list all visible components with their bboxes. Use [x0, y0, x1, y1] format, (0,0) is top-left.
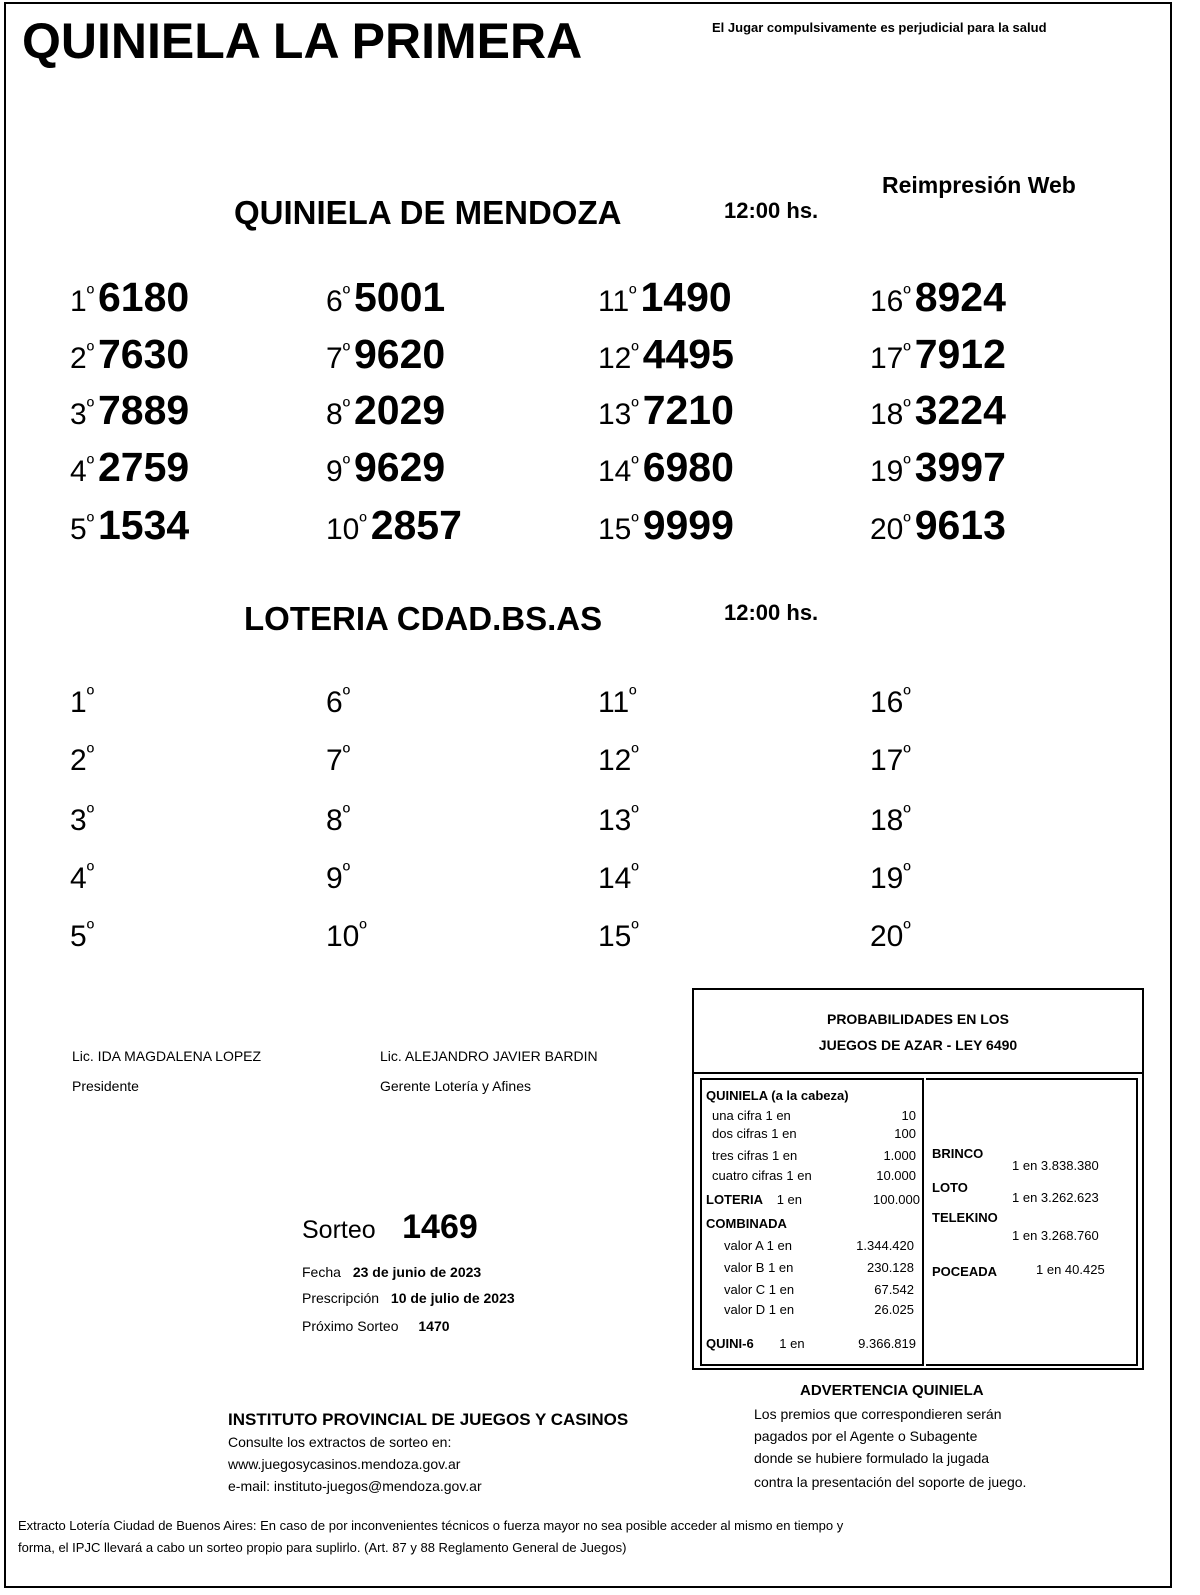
ordinal-sign: º — [86, 860, 94, 882]
position-number: 13 — [598, 398, 632, 431]
result-number: 6180 — [98, 274, 190, 320]
result-position — [326, 686, 350, 720]
position-number: 12 — [598, 342, 632, 375]
mendoza-title: QUINIELA DE MENDOZA — [234, 194, 622, 231]
probabilities-title-2: JUEGOS DE AZAR - LEY 6490 — [818, 1037, 1018, 1053]
position-number: 15 — [598, 920, 632, 953]
result-position — [598, 686, 636, 720]
extract-sheet — [4, 2, 1172, 1588]
loteria-result-15 — [598, 920, 643, 954]
prob-label: valor D 1 en — [724, 1302, 795, 1317]
sorteo-number: 1469 — [402, 1208, 478, 1246]
result-number: 9999 — [642, 502, 734, 548]
mendoza-result-16 — [870, 274, 1006, 321]
ordinal-sign: º — [342, 742, 350, 764]
prob-label: valor C 1 en — [724, 1282, 795, 1297]
result-number: 5001 — [354, 274, 446, 320]
prob-label: valor A 1 en — [724, 1238, 792, 1253]
advertencia-line: Los premios que correspondieren serán — [754, 1406, 1002, 1422]
brinco-label: BRINCO — [932, 1146, 984, 1161]
position-number: 19 — [870, 455, 904, 488]
ordinal-sign: º — [86, 918, 94, 940]
result-position — [598, 455, 639, 489]
result-position — [870, 342, 911, 376]
result-number: 7630 — [98, 331, 190, 377]
position-number: 2 — [70, 744, 87, 777]
ordinal-sign: º — [342, 340, 350, 362]
result-number: 9620 — [354, 331, 446, 377]
mendoza-result-9 — [326, 444, 445, 491]
ordinal-sign: º — [86, 396, 94, 418]
loteria-result-4 — [70, 862, 98, 896]
ordinal-sign: º — [903, 340, 911, 362]
result-position — [598, 285, 636, 319]
position-number: 14 — [598, 455, 632, 488]
result-position — [598, 862, 639, 896]
result-number: 3997 — [914, 444, 1006, 490]
ordinal-sign: º — [359, 511, 367, 533]
mendoza-result-17 — [870, 331, 1006, 378]
position-number: 3 — [70, 804, 87, 837]
loteria-result-14 — [598, 862, 643, 896]
institute-title: INSTITUTO PROVINCIAL DE JUEGOS Y CASINOS — [228, 1410, 629, 1429]
loteria-result-17 — [870, 744, 915, 778]
ordinal-sign: º — [86, 511, 94, 533]
loteria-result-2 — [70, 744, 98, 778]
position-number: 6 — [326, 686, 343, 719]
ordinal-sign: º — [629, 684, 637, 706]
ordinal-sign: º — [342, 802, 350, 824]
loteria-result-20 — [870, 920, 915, 954]
mendoza-result-6 — [326, 274, 445, 321]
result-position — [70, 342, 94, 376]
result-position — [598, 920, 639, 954]
ordinal-sign: º — [903, 742, 911, 764]
prescripcion-line — [302, 1290, 515, 1306]
result-position — [70, 513, 94, 547]
position-number: 3 — [70, 398, 87, 431]
advertencia-line: pagados por el Agente o Subagente — [754, 1428, 978, 1444]
result-position — [70, 862, 94, 896]
reprint-label: Reimpresión Web — [882, 172, 1076, 198]
institute-website[interactable]: www.juegosycasinos.mendoza.gov.ar — [228, 1456, 461, 1472]
position-number: 7 — [326, 744, 343, 777]
mendoza-time: 12:00 hs. — [724, 198, 819, 223]
result-number: 8924 — [914, 274, 1006, 320]
ordinal-sign: º — [631, 453, 639, 475]
ordinal-sign: º — [903, 511, 911, 533]
mendoza-result-12 — [598, 331, 734, 378]
probabilities-header — [694, 990, 1142, 1074]
ordinal-sign: º — [631, 340, 639, 362]
ordinal-sign: º — [631, 918, 639, 940]
quini6-value: 9.366.819 — [858, 1336, 916, 1351]
signature-2-name: Lic. ALEJANDRO JAVIER BARDIN — [380, 1048, 598, 1064]
ordinal-sign: º — [86, 340, 94, 362]
prescripcion-value: 10 de julio de 2023 — [390, 1290, 515, 1306]
loteria-result-7 — [326, 744, 354, 778]
brinco-value: 1 en 3.838.380 — [1012, 1158, 1099, 1173]
position-number: 9 — [326, 455, 343, 488]
position-number: 13 — [598, 804, 632, 837]
ordinal-sign: º — [631, 511, 639, 533]
health-warning: El Jugar compulsivamente es perjudicial para la salud — [712, 20, 1047, 35]
ordinal-sign: º — [359, 918, 367, 940]
prob-value: 10 — [901, 1108, 916, 1123]
result-position — [870, 920, 911, 954]
prob-value: 230.128 — [867, 1260, 914, 1275]
result-number: 1534 — [98, 502, 190, 548]
position-number: 17 — [870, 342, 904, 375]
mendoza-result-7 — [326, 331, 445, 378]
fecha-line — [302, 1264, 481, 1280]
result-position — [598, 804, 639, 838]
loteria-result-13 — [598, 804, 643, 838]
mendoza-result-3 — [70, 387, 189, 434]
loto-value: 1 en 3.262.623 — [1012, 1190, 1099, 1205]
poceada-value: 1 en 40.425 — [1036, 1262, 1105, 1277]
prob-label: una cifra 1 en — [712, 1108, 791, 1123]
loteria-result-3 — [70, 804, 98, 838]
position-number: 5 — [70, 920, 87, 953]
institute-line-1: Consulte los extractos de sorteo en: — [228, 1434, 452, 1450]
position-number: 20 — [870, 920, 904, 953]
prob-value: 100 — [894, 1126, 916, 1141]
result-position — [326, 920, 367, 954]
ordinal-sign: º — [86, 742, 94, 764]
result-position — [70, 686, 94, 720]
result-position — [598, 398, 639, 432]
result-position — [70, 744, 94, 778]
loteria-time: 12:00 hs. — [724, 600, 819, 625]
position-number: 1 — [70, 686, 87, 719]
result-number: 9629 — [354, 444, 446, 490]
mendoza-result-5 — [70, 502, 189, 549]
result-position — [326, 804, 350, 838]
result-number: 2029 — [354, 387, 446, 433]
position-number: 10 — [326, 920, 360, 953]
ordinal-sign: º — [342, 684, 350, 706]
mendoza-result-14 — [598, 444, 734, 491]
position-number: 8 — [326, 804, 343, 837]
ordinal-sign: º — [631, 742, 639, 764]
ordinal-sign: º — [342, 860, 350, 882]
result-position — [326, 455, 350, 489]
result-number: 7889 — [98, 387, 190, 433]
result-number: 2857 — [370, 502, 462, 548]
poceada-label: POCEADA — [932, 1264, 998, 1279]
result-position — [70, 285, 94, 319]
result-number: 7912 — [914, 331, 1006, 377]
ordinal-sign: º — [903, 802, 911, 824]
mendoza-result-8 — [326, 387, 445, 434]
sorteo-label: Sorteo — [302, 1216, 376, 1244]
position-number: 12 — [598, 744, 632, 777]
ordinal-sign: º — [86, 453, 94, 475]
loteria-prob-value: 100.000 — [873, 1192, 920, 1207]
quiniela-prob-title: QUINIELA (a la cabeza) — [706, 1088, 849, 1103]
advertencia-title: ADVERTENCIA QUINIELA — [800, 1382, 984, 1399]
result-position — [598, 342, 639, 376]
ordinal-sign: º — [903, 860, 911, 882]
prob-label: valor B 1 en — [724, 1260, 794, 1275]
position-number: 8 — [326, 398, 343, 431]
result-position — [326, 398, 350, 432]
result-position — [870, 744, 911, 778]
position-number: 2 — [70, 342, 87, 375]
proximo-line — [302, 1318, 450, 1334]
ordinal-sign: º — [342, 453, 350, 475]
mendoza-result-13 — [598, 387, 734, 434]
probabilities-left — [700, 1078, 924, 1366]
result-position — [326, 862, 350, 896]
result-number: 2759 — [98, 444, 190, 490]
loto-label: LOTO — [932, 1180, 968, 1195]
position-number: 4 — [70, 455, 87, 488]
loteria-result-1 — [70, 686, 98, 720]
prob-value: 67.542 — [874, 1282, 914, 1297]
mendoza-result-4 — [70, 444, 189, 491]
ordinal-sign: º — [631, 860, 639, 882]
prob-value: 10.000 — [876, 1168, 916, 1183]
ordinal-sign: º — [903, 396, 911, 418]
ordinal-sign: º — [903, 684, 911, 706]
probabilities-title-1: PROBABILIDADES EN LOS — [826, 1011, 1009, 1027]
loteria-result-10 — [326, 920, 371, 954]
prob-label: dos cifras 1 en — [712, 1126, 797, 1141]
footer-line-2: forma, el IPJC llevará a cabo un sorteo propio para suplirlo. (Art. 87 y 88 Reglamento General de Juegos) — [18, 1540, 627, 1555]
advertencia-line: donde se hubiere formulado la jugada — [754, 1450, 990, 1466]
mendoza-result-18 — [870, 387, 1006, 434]
probabilities-box — [692, 988, 1144, 1370]
sorteo-block — [302, 1208, 478, 1247]
result-position — [326, 342, 350, 376]
footer-line-1: Extracto Lotería Ciudad de Buenos Aires: En caso de por inconvenientes técnicos o fuerza mayor no sea posible acceder al mismo en tiempo y — [18, 1518, 844, 1533]
prob-label: tres cifras 1 en — [712, 1148, 798, 1163]
ordinal-sign: º — [629, 283, 637, 305]
mendoza-result-15 — [598, 502, 734, 549]
position-number: 1 — [70, 285, 87, 318]
result-position — [326, 285, 350, 319]
mendoza-result-19 — [870, 444, 1006, 491]
ordinal-sign: º — [631, 802, 639, 824]
result-position — [326, 744, 350, 778]
institute-email[interactable]: e-mail: instituto-juegos@mendoza.gov.ar — [228, 1478, 482, 1494]
loteria-result-11 — [598, 686, 640, 720]
ordinal-sign: º — [903, 283, 911, 305]
quini6-en: 1 en — [779, 1336, 805, 1351]
result-position — [70, 920, 94, 954]
position-number: 18 — [870, 398, 904, 431]
result-position — [870, 804, 911, 838]
prob-value: 26.025 — [874, 1302, 914, 1317]
ordinal-sign: º — [903, 918, 911, 940]
result-number: 7210 — [642, 387, 734, 433]
ordinal-sign: º — [342, 283, 350, 305]
ordinal-sign: º — [631, 396, 639, 418]
result-number: 6980 — [642, 444, 734, 490]
result-position — [70, 804, 94, 838]
position-number: 5 — [70, 513, 87, 546]
ordinal-sign: º — [342, 396, 350, 418]
result-position — [870, 285, 911, 319]
result-position — [870, 513, 911, 547]
position-number: 16 — [870, 285, 904, 318]
probabilities-right — [926, 1078, 1138, 1366]
prob-value: 1.000 — [883, 1148, 916, 1163]
prob-value: 1.344.420 — [856, 1238, 914, 1253]
result-position — [70, 455, 94, 489]
ordinal-sign: º — [86, 283, 94, 305]
position-number: 17 — [870, 744, 904, 777]
result-number: 9613 — [914, 502, 1006, 548]
mendoza-result-11 — [598, 274, 732, 321]
mendoza-result-10 — [326, 502, 462, 549]
mendoza-result-1 — [70, 274, 189, 321]
loteria-result-12 — [598, 744, 643, 778]
result-position — [870, 686, 911, 720]
position-number: 19 — [870, 862, 904, 895]
prescripcion-label: Prescripción — [302, 1290, 380, 1306]
position-number: 10 — [326, 513, 360, 546]
result-position — [870, 862, 911, 896]
signature-2-role: Gerente Lotería y Afines — [380, 1078, 531, 1094]
position-number: 6 — [326, 285, 343, 318]
result-number: 4495 — [642, 331, 734, 377]
fecha-value: 23 de junio de 2023 — [352, 1264, 482, 1280]
result-position — [870, 398, 911, 432]
result-number: 3224 — [914, 387, 1006, 433]
telekino-value: 1 en 3.268.760 — [1012, 1228, 1099, 1243]
proximo-label: Próximo Sorteo — [302, 1318, 399, 1334]
signature-1-name: Lic. IDA MAGDALENA LOPEZ — [72, 1048, 262, 1064]
position-number: 16 — [870, 686, 904, 719]
loteria-result-6 — [326, 686, 354, 720]
loteria-prob-label: LOTERIA — [706, 1192, 764, 1207]
result-position — [598, 744, 639, 778]
loteria-result-9 — [326, 862, 354, 896]
advertencia-line: contra la presentación del soporte de juego. — [754, 1474, 1027, 1490]
combinada-title: COMBINADA — [706, 1216, 787, 1231]
result-position — [326, 513, 367, 547]
loteria-result-16 — [870, 686, 915, 720]
position-number: 9 — [326, 862, 343, 895]
position-number: 4 — [70, 862, 87, 895]
quini6-label: QUINI-6 — [706, 1336, 754, 1351]
prob-label: cuatro cifras 1 en — [712, 1168, 812, 1183]
ordinal-sign: º — [903, 453, 911, 475]
proximo-value: 1470 — [418, 1318, 450, 1334]
position-number: 20 — [870, 513, 904, 546]
loteria-result-5 — [70, 920, 98, 954]
position-number: 7 — [326, 342, 343, 375]
position-number: 18 — [870, 804, 904, 837]
fecha-label: Fecha — [302, 1264, 341, 1280]
mendoza-result-20 — [870, 502, 1006, 549]
loteria-result-19 — [870, 862, 915, 896]
loteria-prob-en: 1 en — [776, 1192, 802, 1207]
mendoza-result-2 — [70, 331, 189, 378]
position-number: 14 — [598, 862, 632, 895]
page-title: QUINIELA LA PRIMERA — [22, 13, 583, 69]
signature-1-role: Presidente — [72, 1078, 139, 1094]
result-number: 1490 — [640, 274, 732, 320]
loteria-result-18 — [870, 804, 915, 838]
position-number: 11 — [598, 285, 630, 318]
result-position — [70, 398, 94, 432]
ordinal-sign: º — [86, 684, 94, 706]
ordinal-sign: º — [86, 802, 94, 824]
result-position — [870, 455, 911, 489]
position-number: 15 — [598, 513, 632, 546]
result-position — [598, 513, 639, 547]
loteria-result-8 — [326, 804, 354, 838]
telekino-label: TELEKINO — [932, 1210, 998, 1225]
position-number: 11 — [598, 686, 630, 719]
loteria-title: LOTERIA CDAD.BS.AS — [244, 600, 603, 637]
